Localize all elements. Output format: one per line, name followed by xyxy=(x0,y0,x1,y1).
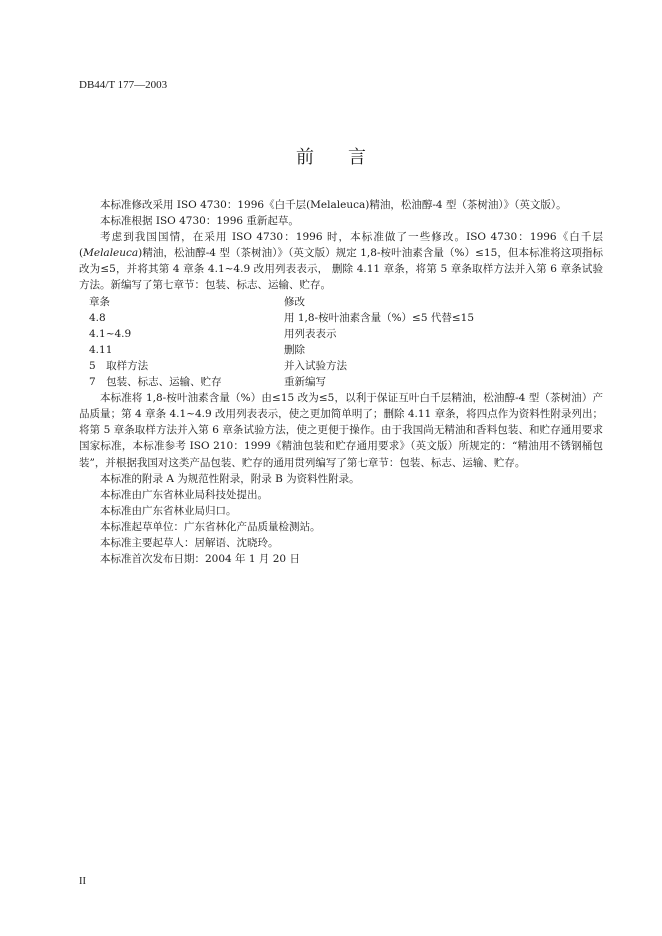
paragraph-drafting-unit: 本标准起草单位：广东省林化产品质量检测站。 xyxy=(100,520,321,533)
paragraph-proposer: 本标准由广东省林业局科技处提出。 xyxy=(100,488,268,501)
table-header-clause: 章条 xyxy=(89,295,110,308)
table-cell-clause: 5 取样方法 xyxy=(89,359,149,372)
paragraph-redrafted: 本标准根据 ISO 4730：1996 重新起草。 xyxy=(100,215,299,228)
table-cell-clause: 4.11 xyxy=(89,343,113,356)
page-number: II xyxy=(79,876,86,887)
modifications-text-before: 考虑到我国国情，在采用 ISO 4730：1996 时，本标准做了一些修改。ISO 4730：1996《白千层( xyxy=(79,231,603,260)
table-cell-clause: 7 包装、标志、运输、贮存 xyxy=(89,376,222,389)
paragraph-drafters: 本标准主要起草人：居解语、沈晓玲。 xyxy=(100,536,279,549)
table-row xyxy=(79,374,603,390)
paragraph-rationale: 本标准将 1,8-桉叶油素含量（%）由≤15 改为≤5，以利于保证互叶白千层精油，松油醇-4 型（茶树油）产品质量；第 4 章条 4.1~4.9 改用列表表示，使之更加简单明了；删除 4.11 章条，将四点作为资料性附录列出；将第 5 章条取样方法并入第 6 章条试验方法，使之更便于操作。由于我国尚无精油和香料包装、和贮存通用要求国家标准，本标准参考 ISO 210：1999《精油包装和贮存通用要求》（英文版）所规定的：“精油用不锈钢桶包装”，并根据我国对这类产品包装、贮存的通用贯列编写了第七章节：包装、标志、运输、贮存。 xyxy=(79,392,603,469)
table-cell-change: 并入试验方法 xyxy=(284,359,347,372)
paragraph-modifications xyxy=(79,229,603,293)
table-row xyxy=(79,310,603,326)
document-body xyxy=(79,197,603,567)
table-cell-clause: 4.1~4.9 xyxy=(89,327,132,340)
paragraph-adoption: 本标准修改采用 ISO 4730：1996《白千层(Melaleuca)精油，松油醇-4 型（茶树油）》（英文版）。 xyxy=(100,199,567,211)
table-cell-change: 删除 xyxy=(284,343,305,356)
table-header-change: 修改 xyxy=(284,295,305,308)
table-cell-change: 用 1,8-桉叶油素含量（%）≤5 代替≤15 xyxy=(284,311,475,324)
table-row xyxy=(79,358,603,374)
standard-code: DB44/T 177—2003 xyxy=(79,79,168,91)
paragraph-release-date: 本标准首次发布日期：2004 年 1 月 20 日 xyxy=(100,553,300,566)
table-row xyxy=(79,342,603,358)
modifications-text-after: )精油，松油醇-4 型（茶树油）》（英文版）规定 1,8-桉叶油素含量（%）≤15，但本标准将这项指标改为≤5，并将其第 4 章条 4.1~4.9 改用列表表示， 删除 4.11 章条，将第 5 章条取样方法并入第 6 章条试验方法。新编写了第七章节：包装、标志、运输、贮存。 xyxy=(79,247,603,292)
page-title: 前言 xyxy=(296,147,400,168)
table-row xyxy=(79,326,603,342)
genus-name-italic: Melaleuca xyxy=(83,247,139,260)
table-cell-change: 重新编写 xyxy=(284,376,326,389)
paragraph-administrator: 本标准由广东省林业局归口。 xyxy=(100,504,237,517)
table-cell-clause: 4.8 xyxy=(89,311,106,324)
changes-table xyxy=(79,294,603,391)
table-header-row xyxy=(79,294,603,310)
table-cell-change: 用列表表示 xyxy=(284,327,337,340)
paragraph-annexes: 本标准的附录 A 为规范性附录，附录 B 为资料性附录。 xyxy=(100,472,360,485)
